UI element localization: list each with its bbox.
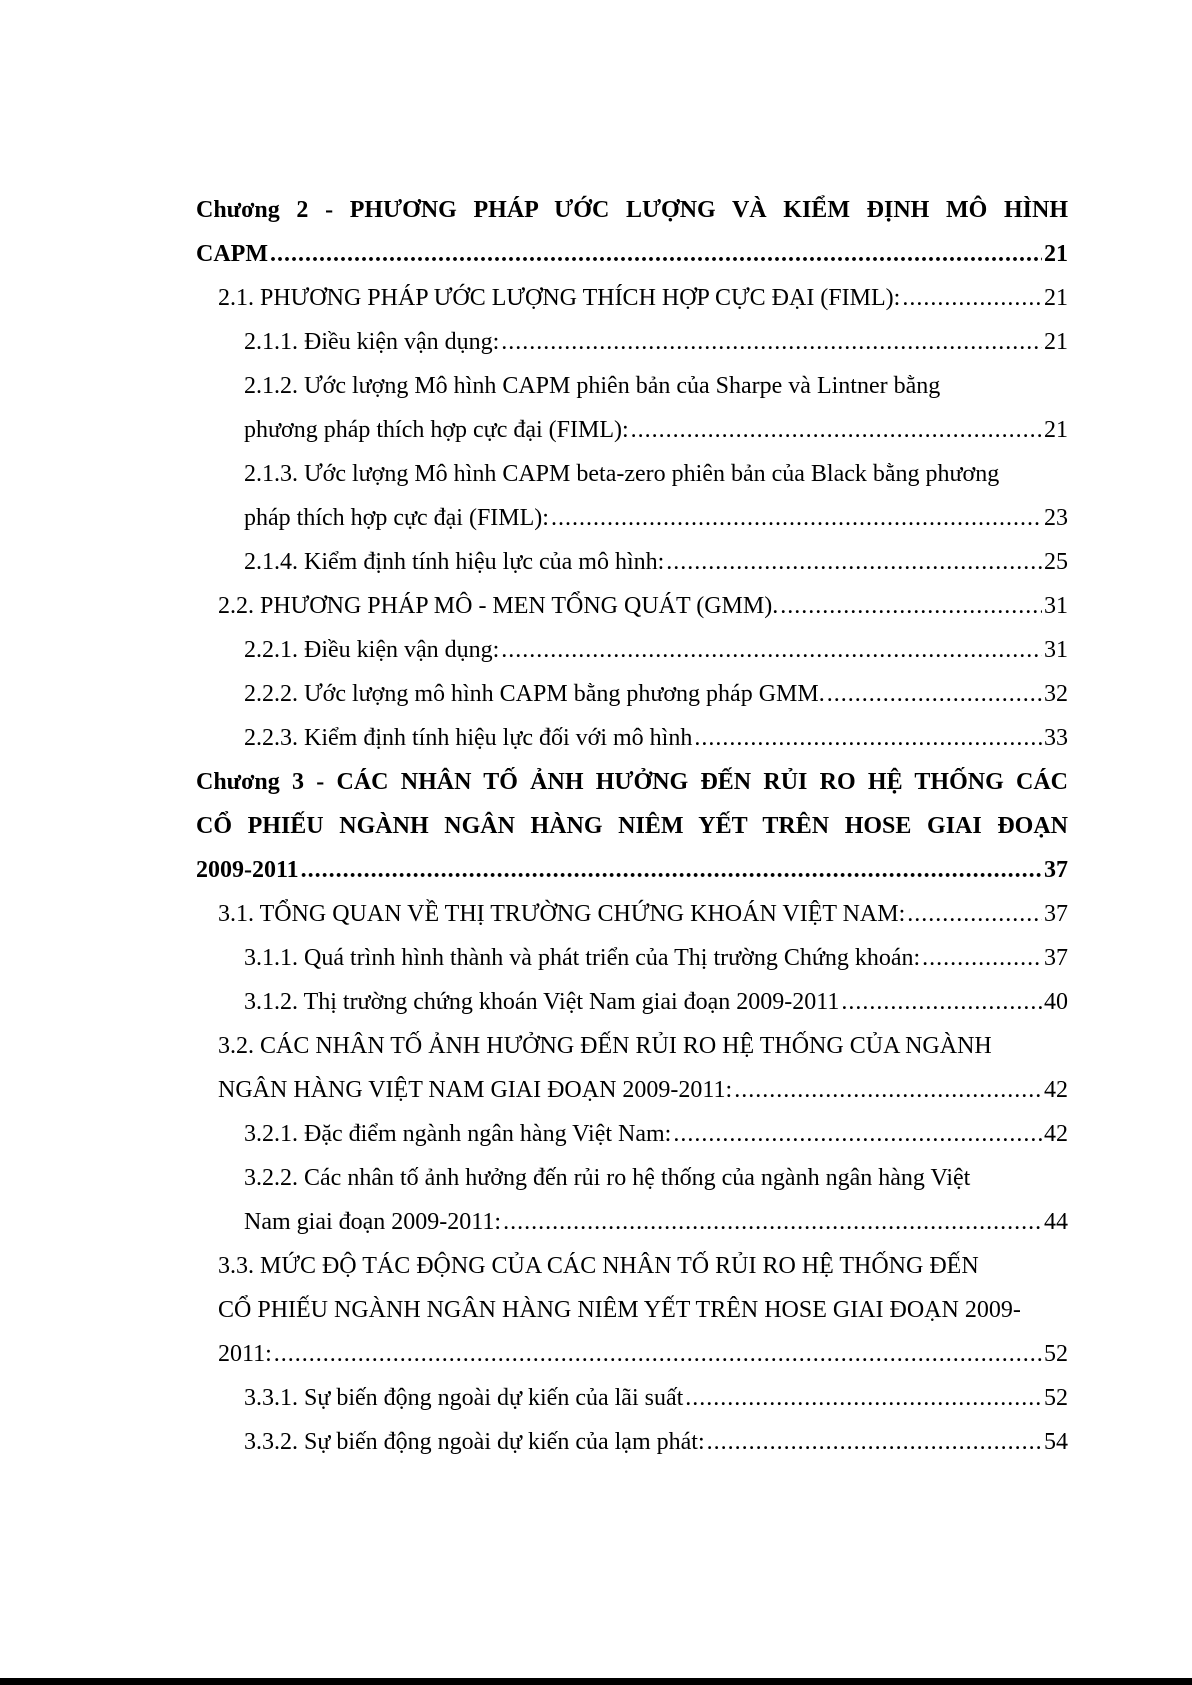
toc-entry-text: 2.1.4. Kiểm định tính hiệu lực của mô hình: [244, 549, 665, 575]
toc-page-number: 25 [1044, 549, 1068, 575]
toc-page-number: 40 [1044, 989, 1068, 1015]
toc-entry-text: 2.2.1. Điều kiện vận dụng: [244, 637, 500, 663]
toc-entry-text: 2.2.3. Kiểm định tính hiệu lực đối với mô hình [244, 725, 693, 751]
toc-entry-text: Nam giai đoạn 2009-2011: [244, 1209, 502, 1235]
dot-leader [274, 1332, 1042, 1376]
dot-leader [503, 1200, 1042, 1244]
dot-leader [501, 628, 1042, 672]
toc-entry-text: 3.1.2. Thị trường chứng khoán Việt Nam giai đoạn 2009-2011 [244, 989, 840, 1015]
toc-page-number: 37 [1044, 901, 1068, 927]
toc-page-number: 37 [1044, 857, 1068, 883]
toc-entry-text: CAPM [196, 241, 268, 267]
dot-leader [501, 320, 1042, 364]
dot-leader [301, 848, 1042, 892]
toc-entry-2-1-2 [196, 364, 1068, 452]
toc-page-number: 52 [1044, 1341, 1068, 1367]
toc-entry-3-3-1 [196, 1376, 1068, 1420]
toc-entry-3-3 [196, 1244, 1068, 1376]
toc-entry-text: 2.1.2. Ước lượng Mô hình CAPM phiên bản của Sharpe và Lintner bằng [244, 373, 941, 399]
dot-leader [631, 408, 1042, 452]
toc-entry-2-2-2 [196, 672, 1068, 716]
dot-leader [734, 1068, 1042, 1112]
dot-leader [841, 980, 1042, 1024]
toc-entry-3-3-2 [196, 1420, 1068, 1464]
toc-entry-3-2 [196, 1024, 1068, 1112]
toc-entry-2-1-4 [196, 540, 1068, 584]
toc-page-number: 42 [1044, 1121, 1068, 1147]
toc-entry-3-1-2 [196, 980, 1068, 1024]
toc-entry-text: 3.3. MỨC ĐỘ TÁC ĐỘNG CỦA CÁC NHÂN TỐ RỦI RO HỆ THỐNG ĐẾN [218, 1253, 979, 1279]
toc-entry-text: 2.1.3. Ước lượng Mô hình CAPM beta-zero phiên bản của Black bằng phương [244, 461, 1000, 487]
toc-entry-chapter-2 [196, 188, 1068, 276]
toc-entry-text: 2009-2011 [196, 857, 299, 883]
toc-entry-text: 2.2. PHƯƠNG PHÁP MÔ - MEN TỔNG QUÁT (GMM). [218, 593, 779, 619]
toc-entry-3-2-2 [196, 1156, 1068, 1244]
toc-entry-text: 3.1. TỔNG QUAN VỀ THỊ TRƯỜNG CHỨNG KHOÁN VIỆT NAM: [218, 901, 906, 927]
dot-leader [666, 540, 1042, 584]
bottom-edge-bar [0, 1678, 1192, 1685]
dot-leader [685, 1376, 1042, 1420]
toc-entry-text: 3.2.2. Các nhân tố ảnh hưởng đến rủi ro hệ thống của ngành ngân hàng Việt [244, 1165, 971, 1191]
dot-leader [902, 276, 1042, 320]
toc-entry-2-2-3 [196, 716, 1068, 760]
dot-leader [707, 1420, 1042, 1464]
toc-page-number: 44 [1044, 1209, 1068, 1235]
toc-entry-chapter-3 [196, 760, 1068, 892]
toc-page-number: 54 [1044, 1429, 1068, 1455]
toc-entry-text: Chương 2 - PHƯƠNG PHÁP ƯỚC LƯỢNG VÀ KIỂM ĐỊNH MÔ HÌNH [196, 197, 1068, 223]
toc-page-number: 21 [1044, 329, 1068, 355]
toc-entry-2-1 [196, 276, 1068, 320]
table-of-contents [196, 188, 1068, 1464]
toc-entry-text: CỔ PHIẾU NGÀNH NGÂN HÀNG NIÊM YẾT TRÊN HOSE GIAI ĐOẠN [196, 813, 1068, 839]
toc-entry-text: 3.2.1. Đặc điểm ngành ngân hàng Việt Nam: [244, 1121, 672, 1147]
toc-entry-text: 3.2. CÁC NHÂN TỐ ẢNH HƯỞNG ĐẾN RỦI RO HỆ THỐNG CỦA NGÀNH [218, 1033, 992, 1059]
toc-entry-text: pháp thích hợp cực đại (FIML): [244, 505, 549, 531]
toc-entry-text: 2.1. PHƯƠNG PHÁP ƯỚC LƯỢNG THÍCH HỢP CỰC ĐẠI (FIML): [218, 285, 901, 311]
toc-entry-text: 2011: [218, 1341, 272, 1367]
toc-entry-text: NGÂN HÀNG VIỆT NAM GIAI ĐOẠN 2009-2011: [218, 1077, 733, 1103]
toc-entry-3-1-1 [196, 936, 1068, 980]
toc-page-number: 21 [1044, 241, 1068, 267]
toc-page-number: 42 [1044, 1077, 1068, 1103]
toc-entry-text: 2.1.1. Điều kiện vận dụng: [244, 329, 500, 355]
toc-page-number: 37 [1044, 945, 1068, 971]
dot-leader [827, 672, 1042, 716]
toc-entry-text: phương pháp thích hợp cực đại (FIML): [244, 417, 629, 443]
toc-entry-2-2 [196, 584, 1068, 628]
toc-entry-text: 3.1.1. Quá trình hình thành và phát triển của Thị trường Chứng khoán: [244, 945, 921, 971]
toc-entry-2-2-1 [196, 628, 1068, 672]
toc-entry-text: 2.2.2. Ước lượng mô hình CAPM bằng phương pháp GMM. [244, 681, 825, 707]
toc-page-number: 31 [1044, 593, 1068, 619]
toc-page-number: 21 [1044, 417, 1068, 443]
dot-leader [673, 1112, 1042, 1156]
toc-page-number: 32 [1044, 681, 1068, 707]
dot-leader [922, 936, 1042, 980]
toc-entry-3-1 [196, 892, 1068, 936]
toc-page-number: 31 [1044, 637, 1068, 663]
toc-entry-2-1-3 [196, 452, 1068, 540]
dot-leader [270, 232, 1042, 276]
toc-page-number: 52 [1044, 1385, 1068, 1411]
toc-entry-2-1-1 [196, 320, 1068, 364]
dot-leader [551, 496, 1042, 540]
toc-entry-text: CỔ PHIẾU NGÀNH NGÂN HÀNG NIÊM YẾT TRÊN HOSE GIAI ĐOẠN 2009- [218, 1297, 1021, 1323]
toc-page-number: 21 [1044, 285, 1068, 311]
toc-entry-3-2-1 [196, 1112, 1068, 1156]
dot-leader [694, 716, 1042, 760]
toc-page-number: 23 [1044, 505, 1068, 531]
toc-entry-text: Chương 3 - CÁC NHÂN TỐ ẢNH HƯỞNG ĐẾN RỦI RO HỆ THỐNG CÁC [196, 769, 1068, 795]
toc-entry-text: 3.3.1. Sự biến động ngoài dự kiến của lãi suất [244, 1385, 684, 1411]
dot-leader [780, 584, 1042, 628]
dot-leader [907, 892, 1042, 936]
toc-entry-text: 3.3.2. Sự biến động ngoài dự kiến của lạm phát: [244, 1429, 705, 1455]
toc-page-number: 33 [1044, 725, 1068, 751]
